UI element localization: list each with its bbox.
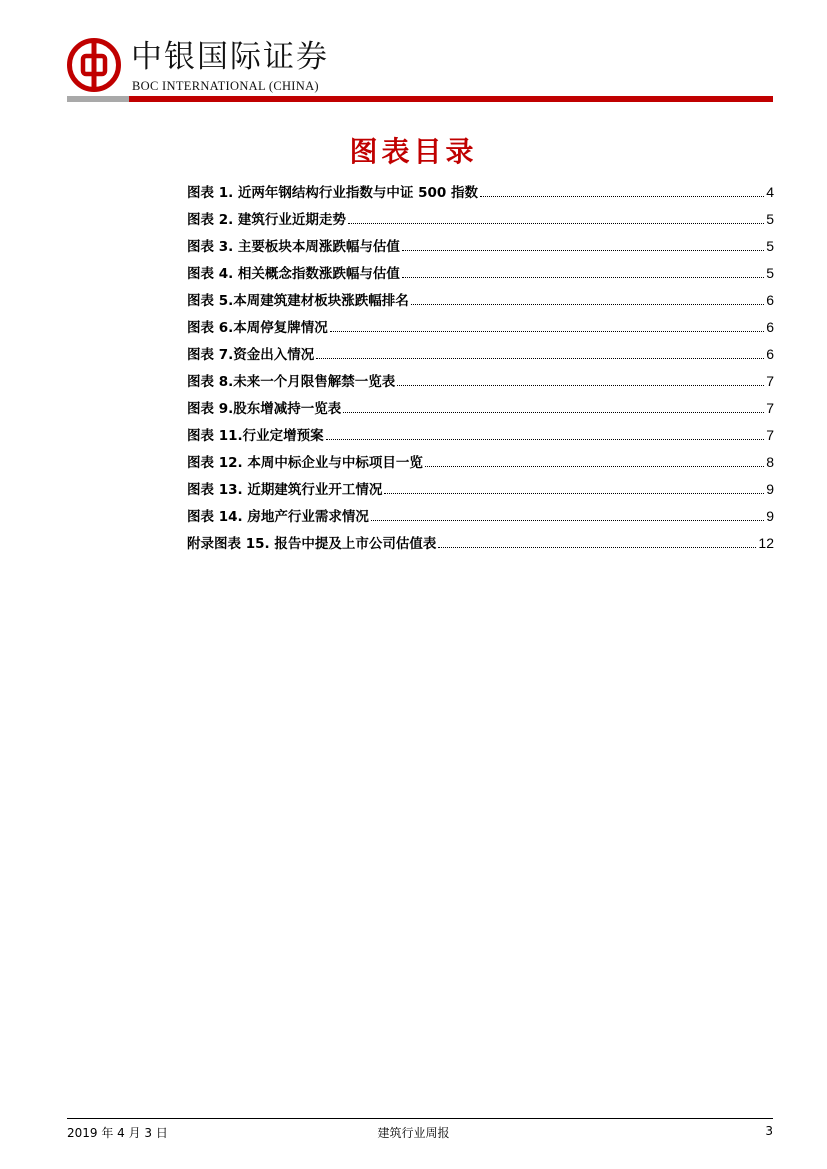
toc-entry[interactable] [187, 478, 774, 505]
toc-entry-leader-dots [397, 375, 764, 386]
toc-entry-label: 图表 3. 主要板块本周涨跌幅与估值 [187, 239, 400, 255]
toc-entry-page: 9 [766, 508, 774, 524]
brand-name-english: BOC INTERNATIONAL (CHINA) [132, 79, 319, 93]
toc-entry-label: 图表 4. 相关概念指数涨跌幅与估值 [187, 266, 400, 282]
toc-entry-label: 图表 5.本周建筑建材板块涨跌幅排名 [187, 293, 409, 309]
toc-entry-leader-dots [384, 483, 764, 494]
toc-entry[interactable] [187, 181, 774, 208]
toc-entry-leader-dots [402, 267, 764, 278]
toc-entry-page: 8 [766, 454, 774, 470]
footer-page-number: 3 [765, 1124, 773, 1138]
toc-entry-leader-dots [425, 456, 764, 467]
toc-entry-leader-dots [348, 213, 764, 224]
footer-rule [67, 1118, 773, 1119]
boc-logo-icon [67, 38, 121, 92]
toc-entry-label: 图表 14. 房地产行业需求情况 [187, 509, 369, 525]
toc-entry[interactable] [187, 262, 774, 289]
toc-entry-page: 4 [766, 184, 774, 200]
toc-entry[interactable] [187, 289, 774, 316]
toc-entry[interactable] [187, 505, 774, 532]
toc-entry[interactable] [187, 370, 774, 397]
toc-entry-leader-dots [326, 429, 765, 440]
toc-entry-leader-dots [343, 402, 764, 413]
toc-entry-leader-dots [438, 537, 756, 548]
toc-entry-label: 图表 13. 近期建筑行业开工情况 [187, 482, 383, 498]
toc-entry-page: 12 [758, 535, 774, 551]
toc-title: 图表目录 [349, 135, 478, 168]
toc-entry-leader-dots [402, 240, 764, 251]
toc-entry-label: 图表 9.股东增减持一览表 [187, 401, 342, 417]
toc-entry-leader-dots [371, 510, 764, 521]
toc-entry[interactable] [187, 235, 774, 262]
toc-entry[interactable] [187, 343, 774, 370]
toc-entry-leader-dots [316, 348, 764, 359]
toc-entry[interactable] [187, 208, 774, 235]
toc-entry[interactable] [187, 424, 774, 451]
toc-entry-label: 图表 8.未来一个月限售解禁一览表 [187, 374, 396, 390]
toc-entry-page: 7 [766, 373, 774, 389]
footer-report-name: 建筑行业周报 [377, 1126, 450, 1140]
toc-entry-label: 图表 1. 近两年钢结构行业指数与中证 500 指数 [187, 185, 479, 201]
header-rule-grey [67, 96, 129, 102]
toc-entry-leader-dots [411, 294, 764, 305]
toc-entry-page: 9 [766, 481, 774, 497]
toc-entry-page: 5 [766, 265, 774, 281]
toc-entry-page: 6 [766, 292, 774, 308]
brand-name-chinese: 中银国际证券 [131, 39, 329, 75]
toc-entry-label: 图表 12. 本周中标企业与中标项目一览 [187, 455, 423, 471]
footer-date: 2019 年 4 月 3 日 [67, 1126, 168, 1140]
toc-entry-label: 图表 11.行业定增预案 [187, 428, 324, 444]
table-of-figures [187, 181, 774, 559]
toc-entry[interactable] [187, 532, 774, 559]
toc-entry-label: 附录图表 15. 报告中提及上市公司估值表 [187, 536, 437, 552]
toc-entry-page: 6 [766, 319, 774, 335]
page-header [0, 0, 827, 104]
toc-entry-label: 图表 6.本周停复牌情况 [187, 320, 328, 336]
toc-entry-leader-dots [330, 321, 764, 332]
toc-entry-label: 图表 7.资金出入情况 [187, 347, 315, 363]
header-rule-red [129, 96, 773, 102]
toc-entry-label: 图表 2. 建筑行业近期走势 [187, 212, 346, 228]
toc-entry-page: 5 [766, 238, 774, 254]
toc-entry[interactable] [187, 397, 774, 424]
toc-entry-page: 5 [766, 211, 774, 227]
toc-entry-page: 6 [766, 346, 774, 362]
toc-entry-page: 7 [766, 427, 774, 443]
toc-entry[interactable] [187, 451, 774, 478]
toc-entry-page: 7 [766, 400, 774, 416]
toc-entry-leader-dots [480, 186, 764, 197]
toc-entry[interactable] [187, 316, 774, 343]
